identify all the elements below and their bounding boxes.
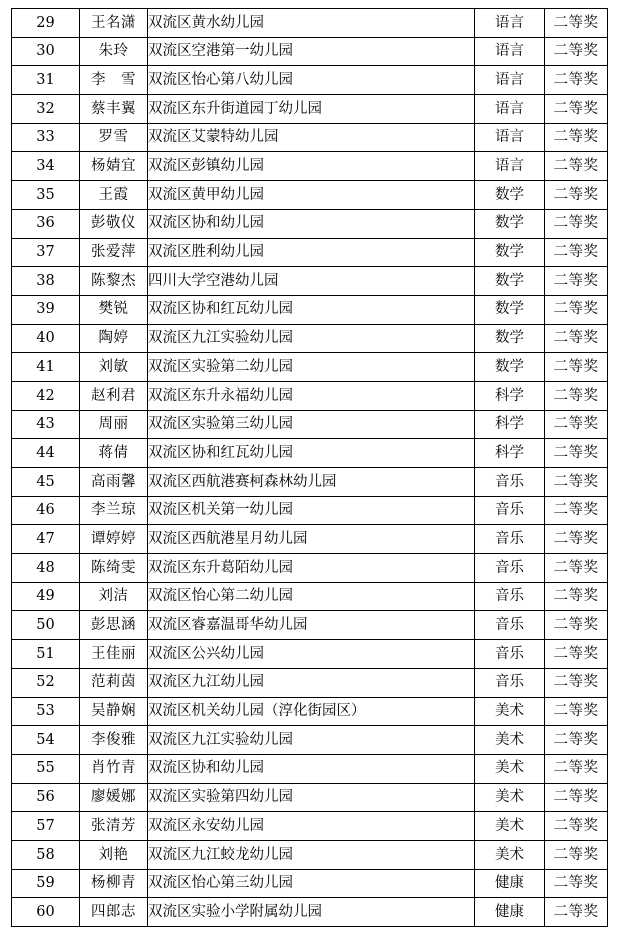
kindergarten-cell: 双流区黄水幼儿园 [148,9,475,38]
kindergarten-cell: 双流区永安幼儿园 [148,812,475,841]
subject-cell: 美术 [475,697,545,726]
teacher-name-cell: 陈黎杰 [80,267,148,296]
serial-number-cell: 35 [12,181,80,210]
serial-number-cell: 43 [12,410,80,439]
kindergarten-cell: 双流区艾蒙特幼儿园 [148,123,475,152]
teacher-name-cell: 陶婷 [80,324,148,353]
kindergarten-cell: 双流区实验第三幼儿园 [148,410,475,439]
subject-cell: 语言 [475,95,545,124]
subject-cell: 数学 [475,295,545,324]
subject-cell: 健康 [475,898,545,927]
teacher-name-cell: 樊锐 [80,295,148,324]
kindergarten-cell: 双流区公兴幼儿园 [148,640,475,669]
teacher-name-cell: 周丽 [80,410,148,439]
table-row [12,353,608,382]
award-level-cell: 二等奖 [545,697,608,726]
subject-cell: 数学 [475,324,545,353]
kindergarten-cell: 双流区实验小学附属幼儿园 [148,898,475,927]
serial-number-cell: 55 [12,754,80,783]
teacher-name-cell: 吴静娴 [80,697,148,726]
serial-number-cell: 51 [12,640,80,669]
teacher-name-cell: 彭敬仪 [80,209,148,238]
table-row [12,496,608,525]
subject-cell: 音乐 [475,525,545,554]
teacher-name-cell: 张清芳 [80,812,148,841]
table-row [12,668,608,697]
table-row [12,66,608,95]
kindergarten-cell: 双流区九江实验幼儿园 [148,324,475,353]
table-row [12,381,608,410]
serial-number-cell: 32 [12,95,80,124]
table-row [12,640,608,669]
table-row [12,209,608,238]
teacher-name-cell: 杨婧宜 [80,152,148,181]
teacher-name-cell: 赵利君 [80,381,148,410]
table-row [12,525,608,554]
serial-number-cell: 60 [12,898,80,927]
award-level-cell: 二等奖 [545,353,608,382]
serial-number-cell: 58 [12,840,80,869]
award-level-cell: 二等奖 [545,496,608,525]
award-level-cell: 二等奖 [545,640,608,669]
subject-cell: 科学 [475,410,545,439]
subject-cell: 语言 [475,123,545,152]
serial-number-cell: 31 [12,66,80,95]
teacher-name-cell: 刘艳 [80,840,148,869]
subject-cell: 音乐 [475,668,545,697]
award-level-cell: 二等奖 [545,181,608,210]
award-level-cell: 二等奖 [545,898,608,927]
kindergarten-cell: 双流区协和幼儿园 [148,754,475,783]
kindergarten-cell: 双流区东升葛陌幼儿园 [148,554,475,583]
subject-cell: 数学 [475,209,545,238]
subject-cell: 音乐 [475,640,545,669]
serial-number-cell: 54 [12,726,80,755]
teacher-name-cell: 杨柳青 [80,869,148,898]
table-row [12,37,608,66]
award-level-cell: 二等奖 [545,582,608,611]
teacher-name-cell: 王名潇 [80,9,148,38]
teacher-name-cell: 蒋倩 [80,439,148,468]
kindergarten-cell: 双流区东升街道园丁幼儿园 [148,95,475,124]
serial-number-cell: 45 [12,468,80,497]
serial-number-cell: 46 [12,496,80,525]
table-row [12,181,608,210]
award-level-cell: 二等奖 [545,238,608,267]
table-row [12,439,608,468]
award-level-cell: 二等奖 [545,209,608,238]
table-row [12,9,608,38]
table-row [12,95,608,124]
teacher-name-cell: 张爱萍 [80,238,148,267]
table-row [12,611,608,640]
kindergarten-cell: 双流区怡心第二幼儿园 [148,582,475,611]
teacher-name-cell: 廖媛娜 [80,783,148,812]
kindergarten-cell: 双流区睿嘉温哥华幼儿园 [148,611,475,640]
table-row [12,123,608,152]
teacher-name-cell: 王霞 [80,181,148,210]
table-row [12,554,608,583]
serial-number-cell: 37 [12,238,80,267]
serial-number-cell: 47 [12,525,80,554]
subject-cell: 科学 [475,381,545,410]
award-list-table [11,8,608,927]
teacher-name-cell: 李俊雅 [80,726,148,755]
kindergarten-cell: 双流区九江幼儿园 [148,668,475,697]
award-list-body [12,9,608,927]
award-level-cell: 二等奖 [545,37,608,66]
award-level-cell: 二等奖 [545,554,608,583]
teacher-name-cell: 陈绮雯 [80,554,148,583]
teacher-name-cell: 李 雪 [80,66,148,95]
table-row [12,324,608,353]
serial-number-cell: 53 [12,697,80,726]
award-level-cell: 二等奖 [545,410,608,439]
serial-number-cell: 48 [12,554,80,583]
subject-cell: 音乐 [475,468,545,497]
subject-cell: 科学 [475,439,545,468]
serial-number-cell: 42 [12,381,80,410]
kindergarten-cell: 双流区怡心第三幼儿园 [148,869,475,898]
award-level-cell: 二等奖 [545,152,608,181]
teacher-name-cell: 罗雪 [80,123,148,152]
award-level-cell: 二等奖 [545,812,608,841]
kindergarten-cell: 双流区协和幼儿园 [148,209,475,238]
teacher-name-cell: 刘洁 [80,582,148,611]
kindergarten-cell: 双流区协和红瓦幼儿园 [148,295,475,324]
kindergarten-cell: 四川大学空港幼儿园 [148,267,475,296]
kindergarten-cell: 双流区实验第四幼儿园 [148,783,475,812]
award-level-cell: 二等奖 [545,869,608,898]
table-row [12,754,608,783]
kindergarten-cell: 双流区实验第二幼儿园 [148,353,475,382]
serial-number-cell: 57 [12,812,80,841]
table-row [12,267,608,296]
subject-cell: 语言 [475,9,545,38]
table-row [12,295,608,324]
kindergarten-cell: 双流区西航港星月幼儿园 [148,525,475,554]
serial-number-cell: 50 [12,611,80,640]
kindergarten-cell: 双流区怡心第八幼儿园 [148,66,475,95]
serial-number-cell: 56 [12,783,80,812]
table-row [12,869,608,898]
teacher-name-cell: 王佳丽 [80,640,148,669]
subject-cell: 数学 [475,267,545,296]
subject-cell: 数学 [475,238,545,267]
subject-cell: 美术 [475,783,545,812]
kindergarten-cell: 双流区黄甲幼儿园 [148,181,475,210]
kindergarten-cell: 双流区机关幼儿园（淳化街园区） [148,697,475,726]
subject-cell: 语言 [475,37,545,66]
award-level-cell: 二等奖 [545,726,608,755]
serial-number-cell: 52 [12,668,80,697]
award-level-cell: 二等奖 [545,525,608,554]
award-level-cell: 二等奖 [545,840,608,869]
subject-cell: 语言 [475,66,545,95]
table-row [12,783,608,812]
serial-number-cell: 36 [12,209,80,238]
kindergarten-cell: 双流区九江实验幼儿园 [148,726,475,755]
table-row [12,410,608,439]
kindergarten-cell: 双流区胜利幼儿园 [148,238,475,267]
award-level-cell: 二等奖 [545,783,608,812]
subject-cell: 语言 [475,152,545,181]
subject-cell: 音乐 [475,611,545,640]
kindergarten-cell: 双流区西航港赛柯森林幼儿园 [148,468,475,497]
subject-cell: 数学 [475,353,545,382]
subject-cell: 美术 [475,840,545,869]
award-level-cell: 二等奖 [545,66,608,95]
award-level-cell: 二等奖 [545,324,608,353]
subject-cell: 美术 [475,726,545,755]
award-level-cell: 二等奖 [545,468,608,497]
serial-number-cell: 59 [12,869,80,898]
subject-cell: 音乐 [475,582,545,611]
subject-cell: 美术 [475,812,545,841]
serial-number-cell: 39 [12,295,80,324]
award-level-cell: 二等奖 [545,9,608,38]
teacher-name-cell: 高雨馨 [80,468,148,497]
award-level-cell: 二等奖 [545,381,608,410]
award-level-cell: 二等奖 [545,95,608,124]
table-row [12,238,608,267]
table-row [12,468,608,497]
award-level-cell: 二等奖 [545,439,608,468]
kindergarten-cell: 双流区东升永福幼儿园 [148,381,475,410]
kindergarten-cell: 双流区机关第一幼儿园 [148,496,475,525]
teacher-name-cell: 谭婷婷 [80,525,148,554]
serial-number-cell: 44 [12,439,80,468]
kindergarten-cell: 双流区九江蛟龙幼儿园 [148,840,475,869]
teacher-name-cell: 范莉茵 [80,668,148,697]
subject-cell: 数学 [475,181,545,210]
table-row [12,840,608,869]
table-row [12,726,608,755]
teacher-name-cell: 四郎志 [80,898,148,927]
serial-number-cell: 30 [12,37,80,66]
award-level-cell: 二等奖 [545,668,608,697]
kindergarten-cell: 双流区彭镇幼儿园 [148,152,475,181]
award-level-cell: 二等奖 [545,267,608,296]
award-level-cell: 二等奖 [545,611,608,640]
subject-cell: 美术 [475,754,545,783]
subject-cell: 音乐 [475,554,545,583]
kindergarten-cell: 双流区空港第一幼儿园 [148,37,475,66]
subject-cell: 音乐 [475,496,545,525]
award-level-cell: 二等奖 [545,123,608,152]
teacher-name-cell: 肖竹青 [80,754,148,783]
serial-number-cell: 49 [12,582,80,611]
serial-number-cell: 33 [12,123,80,152]
serial-number-cell: 34 [12,152,80,181]
serial-number-cell: 40 [12,324,80,353]
serial-number-cell: 41 [12,353,80,382]
table-row [12,812,608,841]
kindergarten-cell: 双流区协和红瓦幼儿园 [148,439,475,468]
table-row [12,898,608,927]
teacher-name-cell: 彭思涵 [80,611,148,640]
table-row [12,152,608,181]
subject-cell: 健康 [475,869,545,898]
teacher-name-cell: 蔡丰翼 [80,95,148,124]
table-row [12,697,608,726]
teacher-name-cell: 李兰琼 [80,496,148,525]
serial-number-cell: 38 [12,267,80,296]
teacher-name-cell: 刘敏 [80,353,148,382]
table-row [12,582,608,611]
teacher-name-cell: 朱玲 [80,37,148,66]
serial-number-cell: 29 [12,9,80,38]
award-level-cell: 二等奖 [545,295,608,324]
award-level-cell: 二等奖 [545,754,608,783]
